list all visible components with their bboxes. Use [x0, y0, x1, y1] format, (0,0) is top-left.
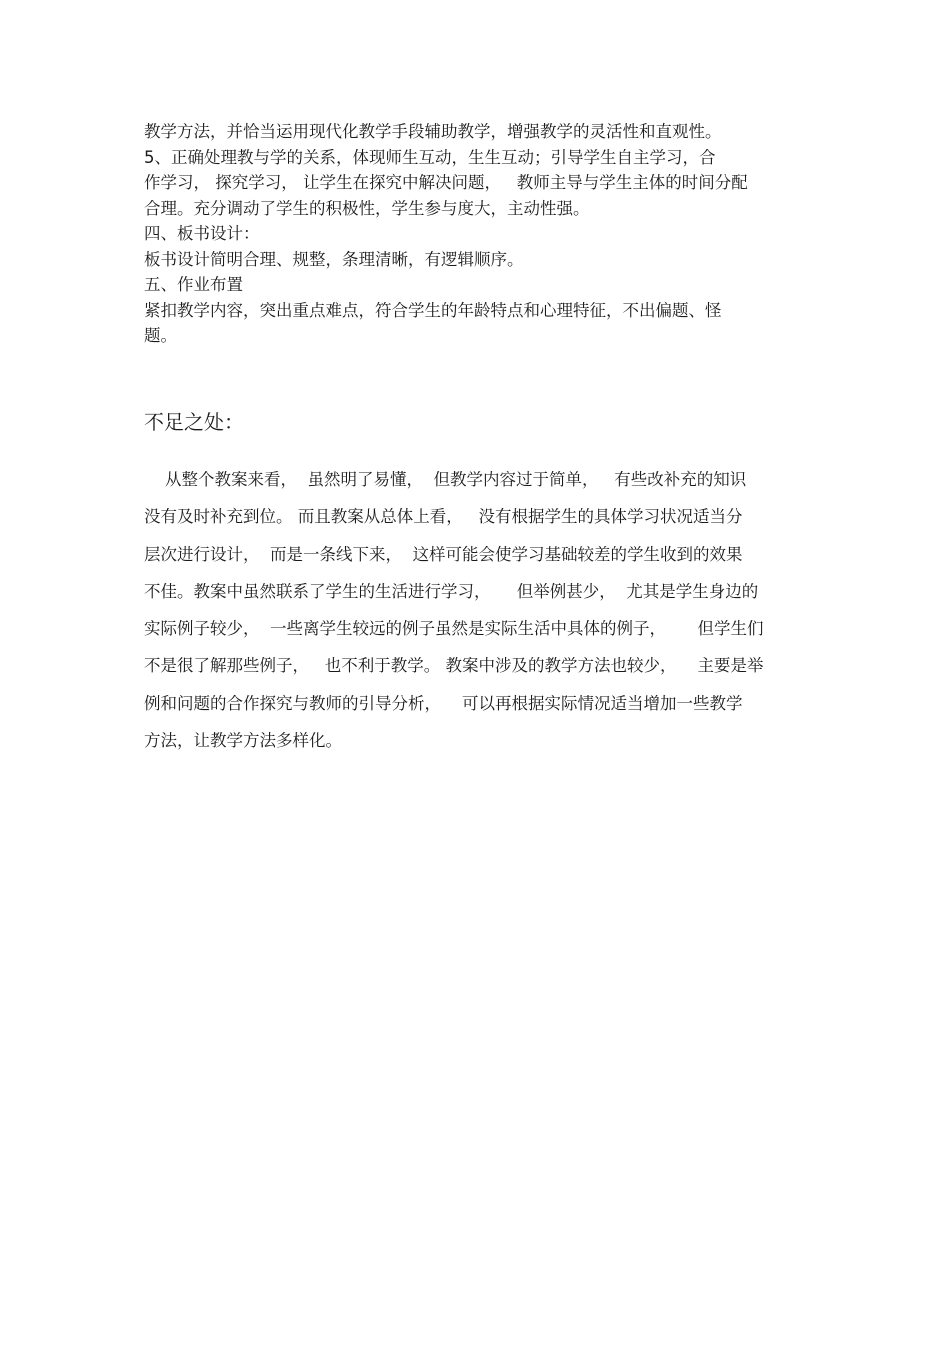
text-line: 5、正确处理教与学的关系，体现师生互动，生生互动；引导学生自主学习，合: [144, 147, 716, 167]
paragraph-line: 不是很了解那些例子， 也不利于教学。 教案中涉及的教学方法也较少， 主要是举: [144, 656, 764, 676]
section-heading: 四、板书设计：: [144, 224, 260, 243]
paragraph-line: 不佳。教案中虽然联系了学生的生活进行学习， 但举例甚少， 尤其是学生身边的: [144, 581, 759, 601]
text-line: 板书设计简明合理、规整，条理清晰，有逻辑顺序。: [144, 249, 524, 269]
paragraph-line: 没有及时补充到位。 而且教案从总体上看， 没有根据学生的具体学习状况适当分: [144, 507, 743, 527]
paragraph-line: 例和问题的合作探究与教师的引导分析， 可以再根据实际情况适当增加一些教学: [144, 693, 743, 713]
paragraph-line: 从整个教案来看， 虽然明了易懂， 但教学内容过于简单， 有些改补充的知识: [144, 470, 747, 489]
text-line: 作学习， 探究学习， 让学生在探究中解决问题， 教师主导与学生主体的时间分配: [144, 173, 748, 192]
paragraph-line: 实际例子较少， 一些离学生较远的例子虽然是实际生活中具体的例子， 但学生们: [144, 619, 764, 639]
paragraph-line: 层次进行设计， 而是一条线下来， 这样可能会使学习基础较差的学生收到的效果: [144, 544, 743, 564]
section-heading: 五、作业布置: [144, 275, 243, 294]
text-line: 合理。充分调动了学生的积极性，学生参与度大，主动性强。: [144, 198, 590, 218]
shortcomings-title: 不足之处：: [144, 410, 244, 434]
paragraph-line: 方法，让教学方法多样化。: [144, 731, 342, 751]
text-line: 教学方法，并恰当运用现代化教学手段辅助教学，增强教学的灵活性和直观性。: [144, 122, 722, 141]
text-line: 紧扣教学内容，突出重点难点，符合学生的年龄特点和心理特征，不出偏题、怪: [144, 300, 722, 320]
shortcomings-paragraph: [144, 461, 824, 759]
text-line: 题。: [144, 326, 177, 345]
evaluation-list: [144, 119, 814, 349]
